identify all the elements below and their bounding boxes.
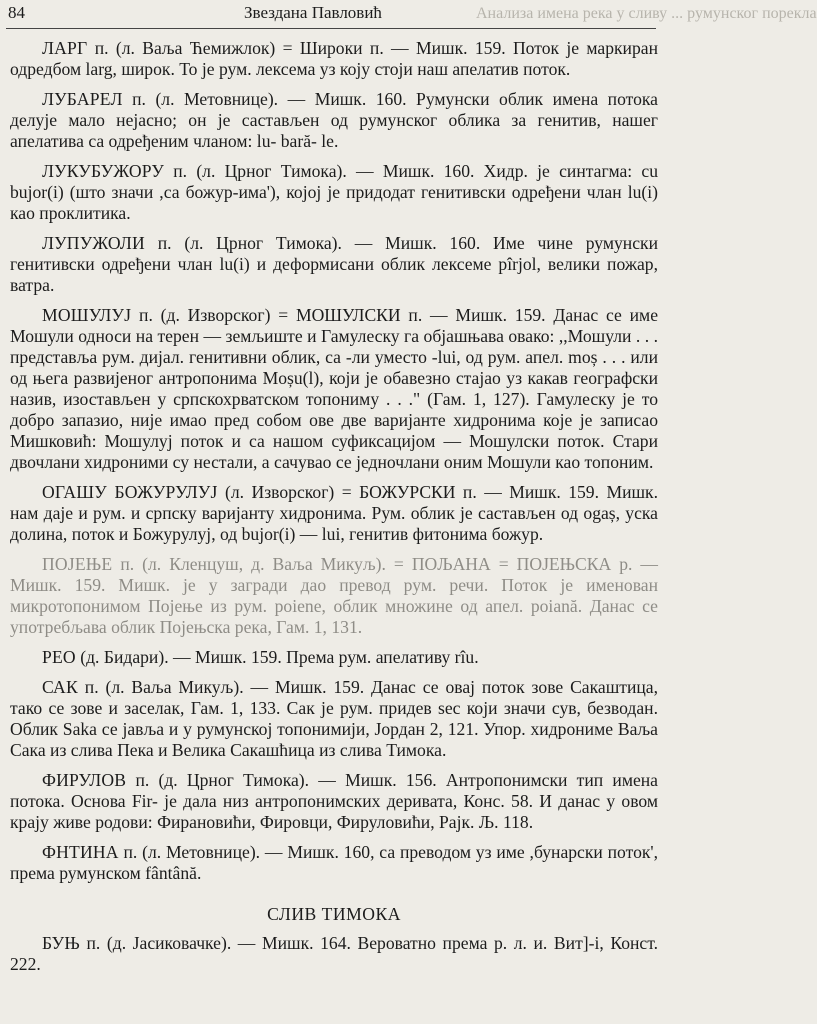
entry-firulov: [10, 770, 658, 833]
entry-text: (л. Изворског) = БОЖУРСКИ п. — Мишк. 159. Мишк. нам даје и рум. и српску варијанту хидронима. Рум. облик је састављен од ogaș, уска долина, поток и Божурулуј, од bujor(i) — lui, генитив фитонима божур.: [10, 482, 659, 544]
entry-text: п. (л. Метовнице). — Мишк. 160. Румунски облик имена потока делује мало нејасно; он је састављен од румунског облика за генитив, нашег апелатива са одређеним чланом: lu- bară- le.: [10, 89, 658, 151]
entry-text: п. (д. Црног Тимока). — Мишк. 156. Антропонимски тип имена потока. Основа Fir- је дала низ антропонимских деривата, Конс. 58. И данас у овом крају живе родови: Фирановићи, Фировци, Фируловићи, Рајк. Љ. 118.: [10, 770, 658, 832]
section-heading: СЛИВ ТИМОКА: [267, 904, 401, 924]
entry-lemma: БУЊ: [42, 933, 80, 953]
entry-text: п. (л. Ваља Микуљ). — Мишк. 159. Данас се овај поток зове Сакаштица, тако се зове и заселак, Гам. 1, 133. Сак је рум. придев sec који значи сув, безводан. Облик Saka се јавља и у румунској топонимији, Јордан 2, 121. Упор. хидрониме Ваља Сака из слива Пека и Велика Сакашћица из слива Тимока.: [10, 677, 658, 760]
entry-text: (д. Бидари). — Мишк. 159. Према рум. апелативу rîu.: [80, 647, 479, 667]
running-title: Звездана Павловић: [244, 3, 382, 22]
entry-lemma: ЛУБАРЕЛ: [42, 89, 123, 109]
entry-lemma: РЕО: [42, 647, 76, 667]
entry-text: п. (л. Метовнице). — Мишк. 160, са преводом уз име ,бунарски поток', према румунском fântână.: [10, 842, 658, 883]
entry-lemma: ОГАШУ БОЖУРУЛУЈ: [42, 482, 218, 502]
entry-fntina: [10, 842, 658, 884]
entry-text: п. (л. Црног Тимока). — Мишк. 160. Име чине румунски генитивски одређени члан lu(i) и деформисани облик лексеме pîrjol, велики пожар, ватра.: [10, 233, 658, 295]
entry-lemma: МОШУЛУЈ: [42, 305, 132, 325]
entry-bunj: [10, 933, 658, 975]
entry-moshuluj: [10, 305, 658, 473]
entry-lupuzholi: [10, 233, 658, 296]
entry-pojenje: [10, 554, 658, 638]
entry-larg: [10, 38, 658, 80]
entry-ogashu-bozhuruluj: [10, 482, 658, 545]
entry-text: п. (д. Изворског) = МОШУЛСКИ п. — Мишк. 159. Данас се име Мошули односи на терен — земљиште и Гамулеску га објашњава овако: ,,Мошули . . . представља рум. дијал. генитивни облик, са -ли уместо -lui, од рум. апел. moș . . . или од њега развијеног антропонима Moșu(l), који је обавезно стајао уз какав географски назив, изостављен у српскохрватском топониму . . ." (Гам. 1, 127). Гамулеску је то добро запазио, није имао пред собом ове две варијанте хидронима које је записао Мишковић: Мошулуј поток и са нашом суфиксацијом — Мошулски поток. Стари двочлани хидроними су нестали, а сачувао се једночлани оним Мошули као топоним.: [10, 305, 659, 472]
entry-lemma: ФНТИНА: [42, 842, 119, 862]
entry-lukubuzhoru: [10, 161, 658, 224]
entry-text: п. (л. Ваља Ћемижлок) = Широки п. — Мишк. 159. Поток је маркиран одредбом larg, широк. То је рум. лексема уз коју стоји наш апелатив поток.: [10, 38, 658, 79]
entry-lemma: САК: [42, 677, 78, 697]
entry-sak: [10, 677, 658, 761]
dictionary-entries: [10, 38, 658, 984]
entry-text: п. (л. Црног Тимока). — Мишк. 160. Хидр. је синтагма: cu bujor(i) (што значи ,са божур-има'), којој је придодат генитивски одређени члан lu(i) као проклитика.: [10, 161, 658, 223]
entry-text: п. (д. Јасиковачке). — Мишк. 164. Вероватно према р. л. и. Вит]-i, Конст. 222.: [10, 933, 658, 974]
entry-lemma: ЛУПУЖОЛИ: [42, 233, 145, 253]
bleed-through-text: Анализа имена река у сливу ... румунског порекла: [476, 5, 817, 22]
entry-lemma: ПОЈЕЊЕ: [42, 554, 113, 574]
entry-lemma: ФИРУЛОВ: [42, 770, 127, 790]
entry-text: п. (л. Кленцуш, д. Ваља Микуљ). = ПОЉАНА = ПОЈЕЊСКА р. — Мишк. 159. Мишк. је у загради дао превод рум. речи. Поток је именован микротопонимом Појење из рум. poiene, облик множине од апел. poiană. Данас се употребљава облик Појењска река, Гам. 1, 131.: [10, 554, 659, 637]
entry-lubarel: [10, 89, 658, 152]
entry-reo: [10, 647, 658, 668]
page-header: [6, 2, 817, 29]
entry-lemma: ЛАРГ: [42, 38, 88, 58]
entry-lemma: ЛУКУБУЖОРУ: [42, 161, 165, 181]
page-number: 84: [8, 3, 25, 22]
